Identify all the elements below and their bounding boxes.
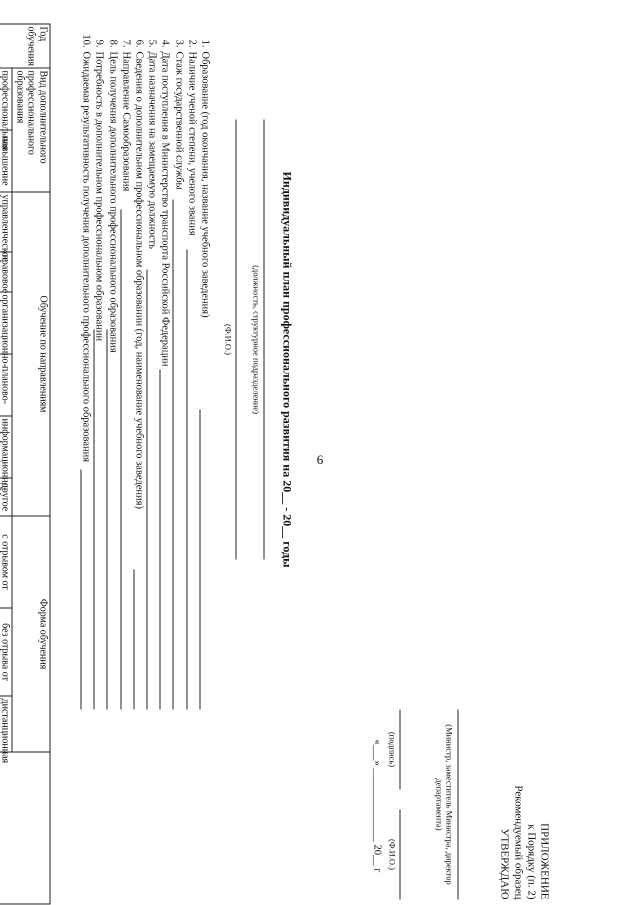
- sub-organizational-economic: организационно-: [0, 292, 13, 354]
- name-line: [400, 810, 401, 900]
- plan-table: [0, 24, 51, 905]
- appendix-title: ПРИЛОЖЕНИЕ: [538, 823, 551, 900]
- list-item: 1.Образование (год окончания, название учебного заведения): [197, 30, 210, 710]
- approver-position-caption: (Министр, заместитель Министра, директор департамента): [434, 724, 455, 885]
- sub-with-leave: с отрывом от: [0, 516, 13, 608]
- col-type-header: Вид дополнительного профессионального образования: [13, 68, 51, 192]
- sample-note: Рекомендуемый образец: [512, 785, 525, 900]
- plan-items-list: [79, 30, 211, 710]
- list-item: 4.Дата поступления в Министерство транспорта Российской Федерации: [158, 30, 171, 710]
- col-form-header: Форма обучения: [13, 516, 51, 752]
- appendix-reference: к Порядку (п. 2): [525, 824, 538, 900]
- rotated-form-sheet: [1, 0, 640, 905]
- list-item: 7.Направление Самообразования: [118, 30, 131, 710]
- sub-planning-financial: планово-: [0, 354, 13, 416]
- page-number: 6: [316, 452, 324, 467]
- sub-information-analytical: информационно-: [0, 416, 13, 478]
- col-directions-header: Обучение по направлениям: [13, 192, 51, 516]
- sub-without-leave: без отрыва от: [0, 608, 13, 696]
- sub-qualification-upgrade: повышение: [0, 130, 13, 192]
- position-line: [458, 710, 459, 900]
- approver-signature-caption: (подпись): [387, 731, 398, 768]
- list-item: 9.Потребность в дополнительном профессиональном образовании: [92, 30, 105, 710]
- plan-title: Индивидуальный план профессионального развития на 20__ - 20__ годы: [280, 171, 295, 568]
- sub-managerial: управленческое: [0, 192, 13, 252]
- approved-heading: УТВЕРЖДАЮ: [498, 828, 511, 900]
- col-year-header: Год обучения: [0, 24, 50, 68]
- sub-distance: дистанционная: [0, 696, 13, 752]
- spare-column: [0, 752, 50, 904]
- sub-professional-retraining: профессиональная: [0, 68, 13, 130]
- signature-line: [400, 710, 401, 790]
- sub-legal: правовое: [0, 252, 13, 292]
- list-item: 3.Стаж государственной службы: [171, 30, 184, 710]
- sub-other: другое: [0, 478, 13, 516]
- fio-line: [236, 120, 237, 560]
- list-item: 10.Ожидаемая результативность получения дополнительного профессионального образования: [79, 30, 92, 710]
- position-dept-caption: (должность, структурное подразделение): [251, 265, 262, 414]
- list-item: 6.Сведения о дополнительном профессиональном образовании (год, наименование учебного заведения): [131, 30, 144, 710]
- list-item: 5.Дата назначения на замещаемую должность: [145, 30, 158, 710]
- approver-name-caption: (Ф.И.О.): [387, 838, 398, 871]
- fio-caption: (Ф.И.О.): [223, 323, 234, 356]
- position-dept-line: [264, 120, 265, 560]
- list-item: 8.Цель получения дополнительного профессионального образования: [105, 30, 118, 710]
- approval-date: «___» ______________ 20__ г: [371, 739, 383, 873]
- list-item: 2.Наличие ученой степени, ученого звания: [184, 30, 197, 710]
- approval-block: [371, 700, 551, 900]
